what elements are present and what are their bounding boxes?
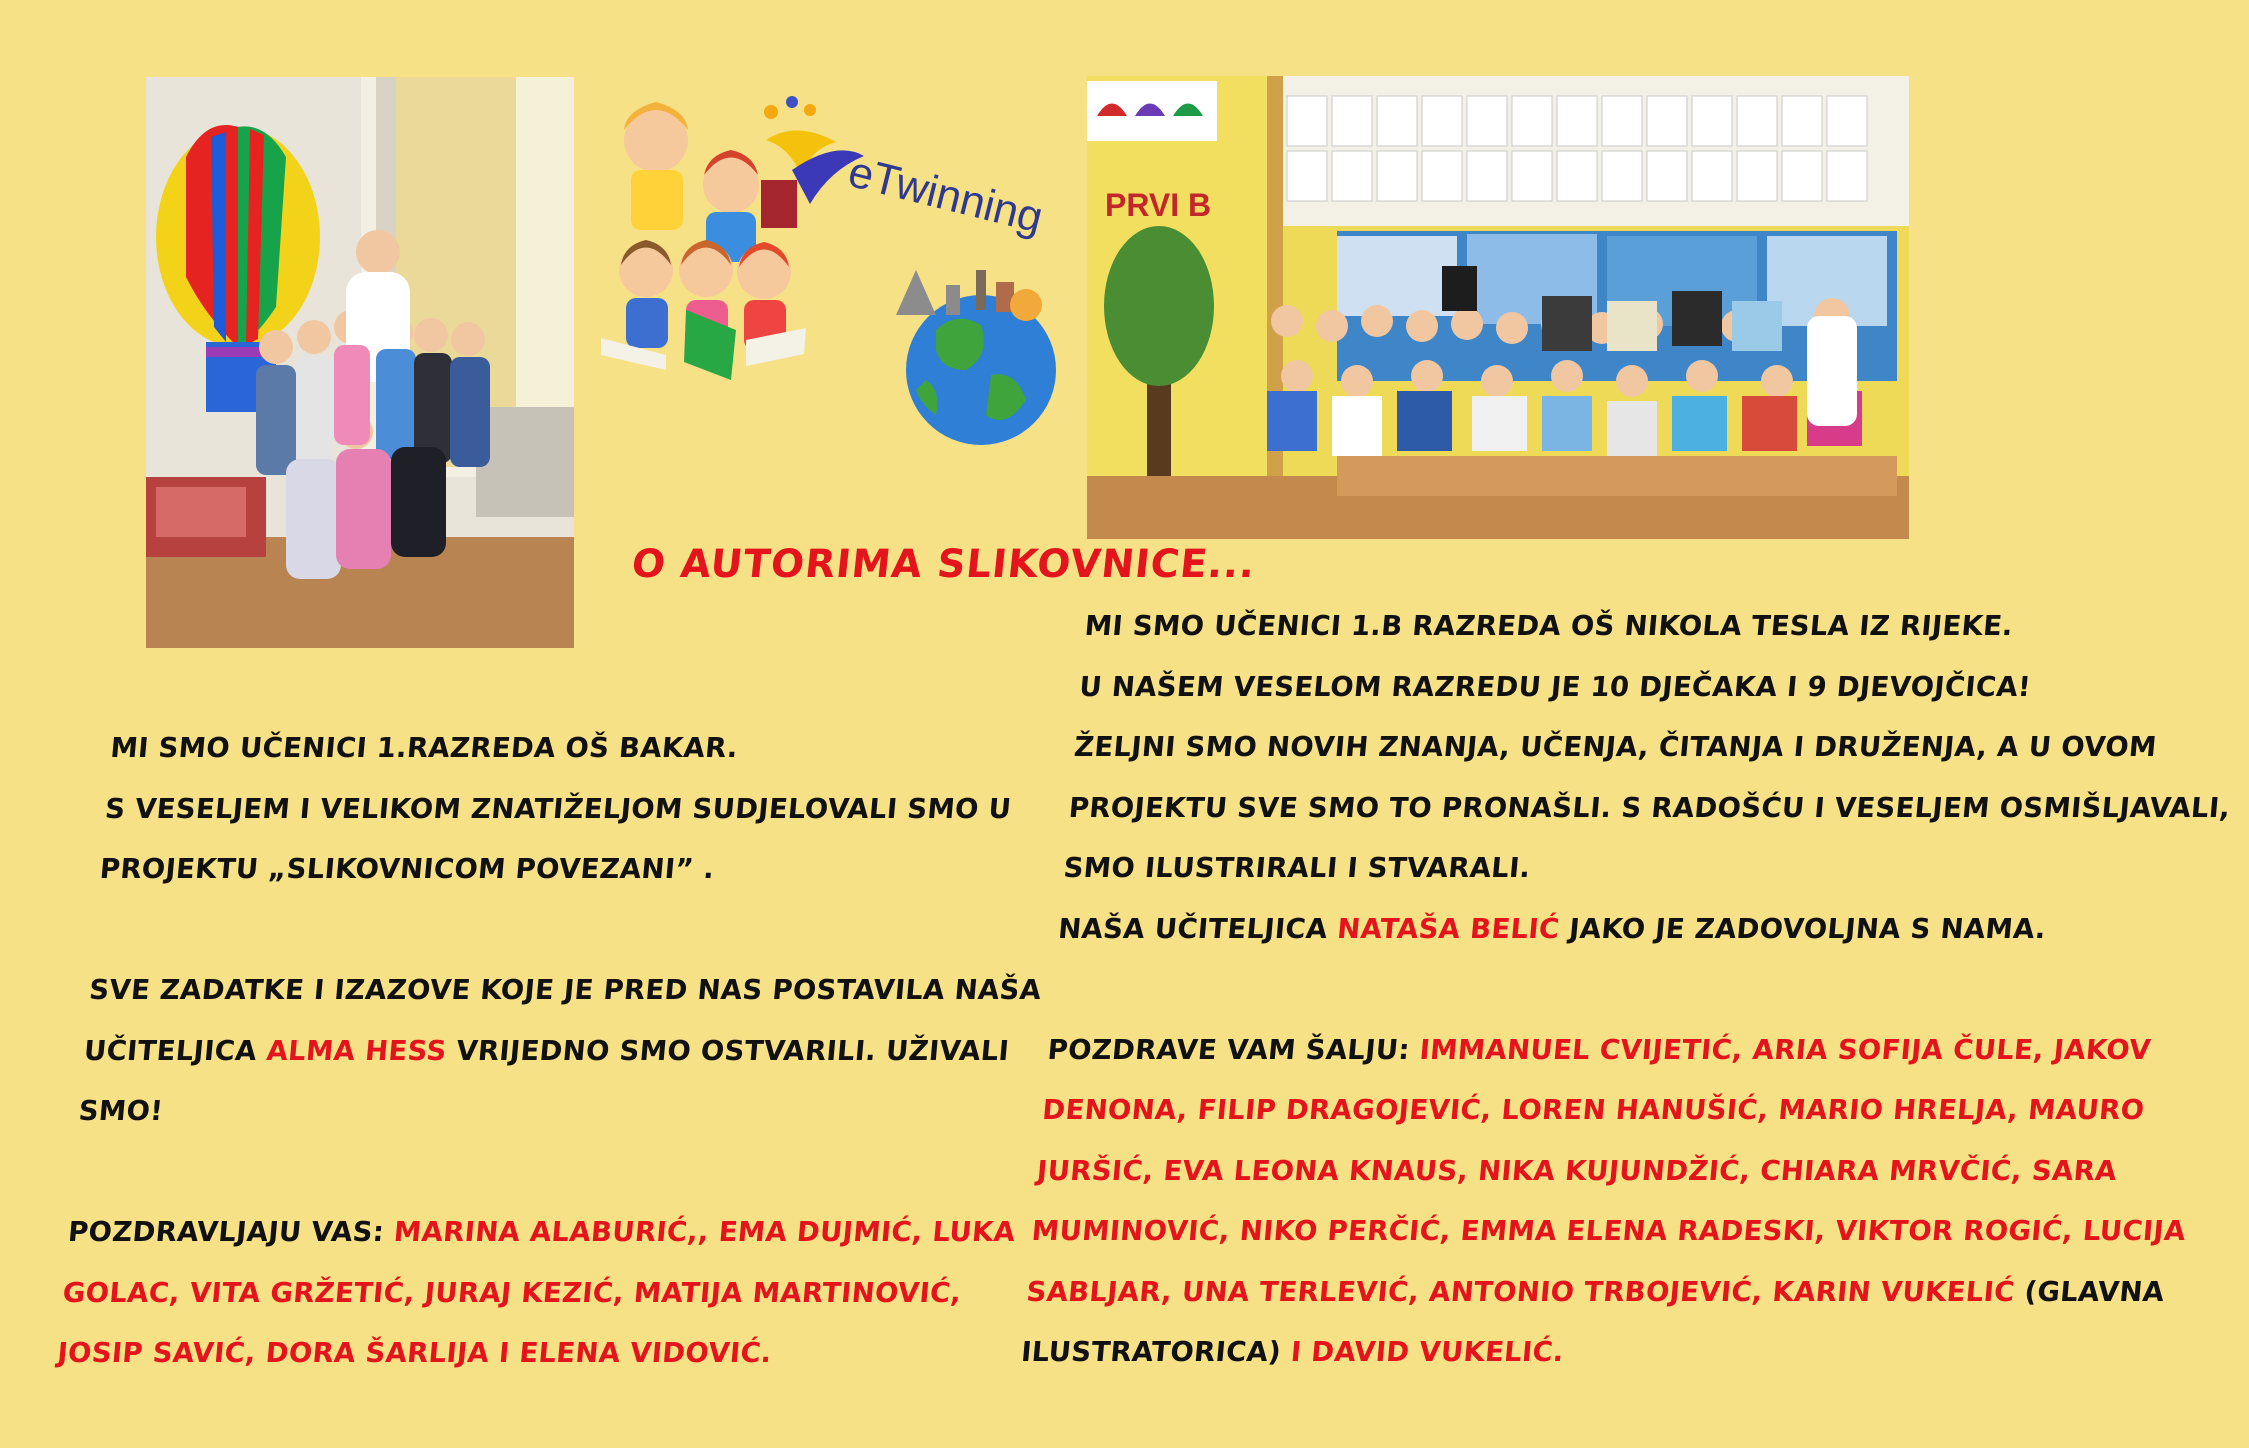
class-photo-bakar (146, 77, 574, 648)
left-teacher-name: ALMA HESS (265, 1034, 448, 1067)
left-line-5 (81, 1021, 1011, 1082)
left-line-2: S VESELJEM I VELIKOM ZNATIŽELJOM SUDJELOVALI SMO U (103, 792, 1013, 825)
left-student-names-3: JOSIP SAVIĆ, DORA ŠARLIJA I ELENA VIDOVIĆ. (56, 1337, 774, 1369)
left-line-3: PROJEKTU „SLIKOVNICOM POVEZANI” . (98, 853, 716, 885)
left-school-text (55, 718, 1043, 1384)
right-line-3: ŽELJNI SMO NOVIH ZNANJA, UČENJA, ČITANJA I DRUŽENJA, A U OVOM (1072, 731, 2159, 763)
right-line-1: MI SMO UČENICI 1.B RAZREDA OŠ NIKOLA TESLA IZ RIJEKE. (1083, 610, 2015, 642)
left-student-names-2: GOLAC, VITA GRŽETIĆ, JURAJ KEZIĆ, MATIJA MARTINOVIĆ, (61, 1276, 963, 1309)
right-illustrator-note-1: (GLAVNA (2013, 1275, 2166, 1308)
etwinning-logo (596, 70, 1086, 460)
right-line-6-end: JAKO JE ZADOVOLJNA S NAMA. (1558, 912, 2048, 945)
right-line-6 (1056, 899, 2048, 960)
right-line-11 (1024, 1262, 2166, 1323)
page-title: O AUTORIMA SLIKOVNICE... (629, 542, 1258, 587)
left-line-4: SVE ZADATKE I IZAZOVE KOJE JE PRED NAS POSTAVILA NAŠA (87, 974, 1043, 1006)
right-student-names-1: IMMANUEL CVIJETIĆ, ARIA SOFIJA ČULE, JAKOV (1418, 1033, 2153, 1066)
right-line-5: SMO ILUSTRIRALI I STVARALI. (1062, 852, 1532, 884)
left-line-1: MI SMO UČENICI 1.RAZREDA OŠ BAKAR. (109, 732, 740, 764)
class-photo-nikola-tesla (1087, 76, 1909, 539)
right-greeting-label: POZDRAVE VAM ŠALJU: (1046, 1033, 1422, 1066)
right-student-names-6: I DAVID VUKELIĆ. (1289, 1336, 1566, 1368)
right-line-2: U NAŠEM VESELOM RAZREDU JE 10 DJEČAKA I 9 DJEVOJČICA! (1078, 670, 2033, 703)
left-line-5-end: VRIJEDNO SMO OSTVARILI. UŽIVALI (445, 1034, 1011, 1067)
left-line-5-start: UČITELJICA (82, 1034, 269, 1067)
right-line-12 (1019, 1322, 1964, 1383)
left-student-names-1: MARINA ALABURIĆ,, EMA DUJMIĆ, LUKA (392, 1216, 1017, 1248)
right-line-6-start: NAŠA UČITELJICA (1056, 912, 1339, 945)
right-line-7 (1045, 1020, 2153, 1081)
right-student-names-3: JURŠIĆ, EVA LEONA KNAUS, NIKA KUJUNDŽIĆ, CHIARA MRVČIĆ, SARA (1035, 1154, 2119, 1187)
right-school-text (1019, 596, 2232, 1383)
right-line-4: PROJEKTU SVE SMO TO PRONAŠLI. S RADOŠĆU I VESELJEM OSMIŠLJAVALI, (1067, 791, 2232, 824)
classroom-sign: PRVI B (1105, 187, 1212, 223)
right-student-names-5: SABLJAR, UNA TERLEVIĆ, ANTONIO TRBOJEVIĆ, KARIN VUKELIĆ (1025, 1275, 2017, 1308)
left-greeting-label: POZDRAVLJAJU VAS: (66, 1216, 396, 1248)
right-teacher-name: NATAŠA BELIĆ (1335, 912, 1561, 945)
right-student-names-2: DENONA, FILIP DRAGOJEVIĆ, LOREN HANUŠIĆ, MARIO HRELJA, MAURO (1041, 1094, 2146, 1126)
right-illustrator-note-2: ILUSTRATORICA) (1019, 1336, 1293, 1368)
left-line-7 (65, 1202, 1017, 1263)
right-student-names-4: MUMINOVIĆ, NIKO PERČIĆ, EMMA ELENA RADESKI, VIKTOR ROGIĆ, LUCIJA (1030, 1215, 2187, 1247)
left-line-6: SMO! (77, 1095, 165, 1127)
etwinning-logo-text: eTwinning (843, 147, 1048, 243)
